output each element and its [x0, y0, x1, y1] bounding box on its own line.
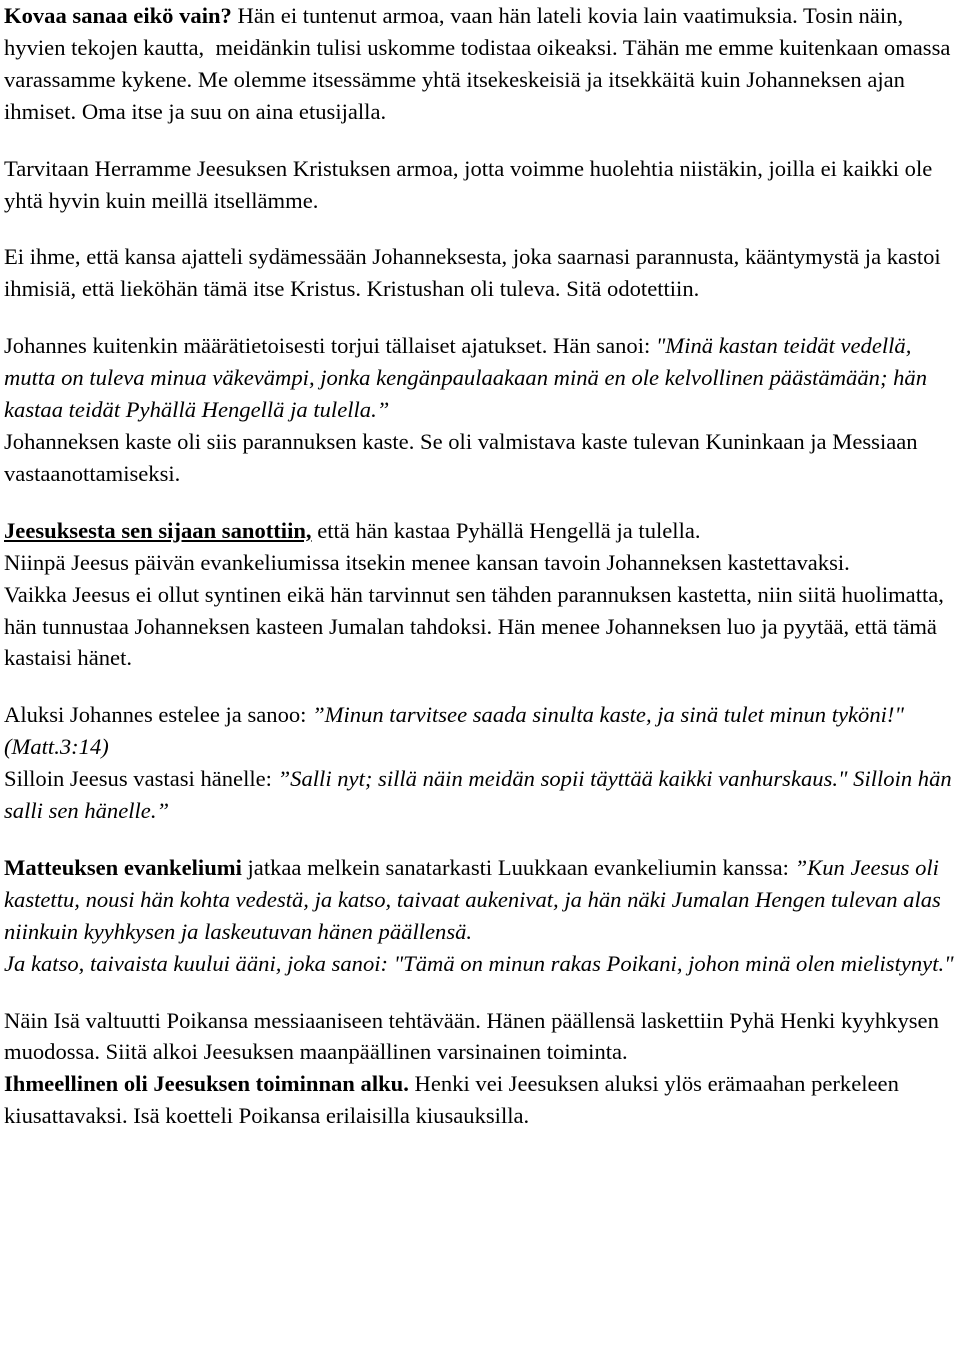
paragraph-gap [4, 980, 960, 1005]
paragraph-4-quote: "Minä kastan teidät vedellä, mutta on tuleva minua väkevämpi, jonka kengänpaulaakaan minä en ole kelvollinen päästämään; hän kastaa teidät Pyhällä Hengellä ja tulella.” [4, 333, 933, 423]
paragraph-1-bold-lead: Kovaa sanaa eikö vain? [4, 3, 232, 28]
paragraph-5-line-3: Vaikka Jeesus ei ollut syntinen eikä hän tarvinnut sen tähden parannuksen kastetta, niin siitä huolimatta, hän tunnustaa Johanneksen kasteen Jumalan tahdoksi. Hän menee Johanneksen luo ja pyytää, että tämä kastaisi hänet. [4, 581, 950, 671]
paragraph-7 [4, 852, 960, 948]
paragraph-4-line-2: Johanneksen kaste oli siis parannuksen kaste. Se oli valmistava kaste tulevan Kuninkaan ja Messiaan vastaanottamiseksi. [4, 428, 924, 486]
paragraph-6-line-2-quote: ”Salli nyt; sillä näin meidän sopii täyttää kaikki vanhurskaus." Silloin hän salli sen hänelle.” [4, 766, 958, 824]
paragraph-gap [4, 128, 960, 153]
paragraph-6-text: Aluksi Johannes estelee ja sanoo: [4, 702, 313, 728]
paragraph-gap [4, 490, 960, 515]
paragraph-gap [4, 674, 960, 699]
paragraph-2: Tarvitaan Herramme Jeesuksen Kristuksen armoa, jotta voimme huolehtia niistäkin, joilla ei kaikki ole yhtä hyvin kuin meillä itsellämme. [4, 155, 938, 213]
paragraph-1 [4, 0, 960, 128]
paragraph-gap [4, 827, 960, 852]
paragraph-5 [4, 515, 960, 547]
paragraph-7-line-2-quote: Ja katso, taivaista kuului ääni, joka sanoi: "Tämä on minun rakas Poikani, johon minä olen mielistynyt." [4, 950, 954, 976]
paragraph-7-line-2 [4, 948, 960, 980]
paragraph-8-bold-lead: Ihmeellinen oli Jeesuksen toiminnan alku. [4, 1071, 409, 1097]
paragraph-6-line-2-text: Silloin Jeesus vastasi hänelle: [4, 766, 278, 792]
paragraph-7-quote: ”Kun Jeesus oli kastettu, nousi hän kohta vedestä, ja katso, taivaat aukenivat, ja hän näki Jumalan Hengen tulevan alas niinkuin kyyhkysen ja laskeutuvan hänen päällensä. [4, 854, 947, 944]
paragraph-8: Näin Isä valtuutti Poikansa messiaaniseen tehtävään. Hänen päällensä laskettiin Pyhä Henki kyyhkysen muodossa. Siitä alkoi Jeesuksen maanpäällinen varsinainen toiminta. [4, 1007, 945, 1065]
paragraph-5-bold-lead: Jeesuksesta sen sijaan sanottiin, [4, 517, 312, 543]
paragraph-gap [4, 305, 960, 330]
paragraph-5-line-2: Niinpä Jeesus päivän evankeliumissa itsekin menee kansan tavoin Johanneksen kastettavaksi. [4, 549, 850, 575]
paragraph-5-text: että hän kastaa Pyhällä Hengellä ja tulella. [311, 517, 701, 543]
paragraph-gap [4, 216, 960, 241]
paragraph-8-text: Henki vei Jeesuksen aluksi ylös erämaahan perkeleen kiusattavaksi. Isä koetteli Poikansa erilaisilla kiusauksilla. [4, 1071, 905, 1129]
paragraph-1-text: Hän ei tuntenut armoa, vaan hän lateli kovia lain vaatimuksia. Tosin näin, hyvien tekojen kautta, meidänkin tulisi uskomme todistaa oikeaksi. Tähän me emme kuitenkaan omassa varassamme kykene. Me olemme itsessämme yhtä itsekeskeisiä ja itsekkäitä kuin Johanneksen ajan ihmiset. Oma itse ja suu on aina etusijalla. [4, 3, 957, 124]
paragraph-7-bold-lead: Matteuksen evankeliumi [4, 854, 242, 880]
paragraph-6 [4, 699, 960, 763]
paragraph-8-line-2 [4, 1068, 960, 1132]
paragraph-7-text: jatkaa melkein sanatarkasti Luukkaan evankeliumin kanssa: [241, 854, 795, 880]
document-page [4, 0, 960, 1132]
paragraph-6-line-2 [4, 763, 960, 827]
paragraph-6-quote: ”Minun tarvitsee saada sinulta kaste, ja sinä tulet minun tyköni!" (Matt.3:14) [4, 702, 910, 760]
paragraph-4 [4, 330, 960, 426]
paragraph-3: Ei ihme, että kansa ajatteli sydämessään Johanneksesta, joka saarnasi parannusta, kääntymystä ja kastoi ihmisiä, että lieköhän tämä itse Kristus. Kristushan oli tuleva. Sitä odotettiin. [4, 244, 947, 302]
paragraph-4-text: Johannes kuitenkin määrätietoisesti torjui tällaiset ajatukset. Hän sanoi: [4, 333, 656, 359]
